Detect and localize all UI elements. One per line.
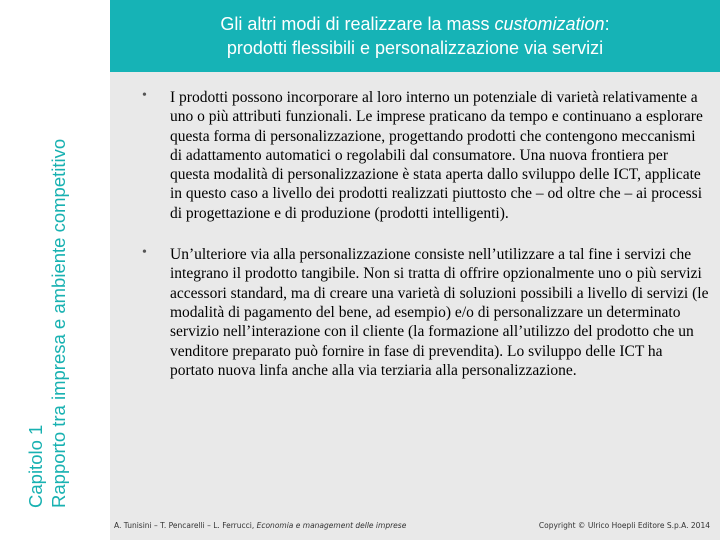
page-title [220, 12, 609, 60]
slide-content [110, 88, 710, 402]
bullet-item [110, 245, 710, 380]
chapter-subtitle: Rapporto tra impresa e ambiente competitivo [48, 138, 69, 508]
title-bar [110, 0, 720, 72]
bullet-icon: • [142, 245, 147, 261]
title-line-2: prodotti flessibili e personalizzazione via servizi [226, 38, 604, 58]
footer-book-title: Economia e management delle imprese [256, 521, 407, 530]
title-colon: : [604, 14, 610, 34]
title-prefix: Gli altri modi di realizzare la mass [220, 14, 495, 34]
footer-authors: A. Tunisini – T. Pencarelli – L. Ferrucci, [114, 521, 257, 530]
bullet-item [110, 88, 710, 223]
chapter-number: Capitolo 1 [25, 424, 46, 508]
title-italic-term: customization [494, 14, 605, 34]
bullet-text: Un’ulteriore via alla personalizzazione consiste nell’utilizzare a tal fine i servizi che integrano il prodotto tangibile. Non si tratta di offrire opzionalmente uno o più servizi accessori standard, ma di creare una varietà di soluzioni possibili a livello di servizi (le modalità di pagamento del bene, ad esempio) e/o di personalizzare un determinato servizio nell’interazione con il cliente (la formazione all’utilizzo del prodotto che un venditore preparato può fornire in fase di prevendita). Lo sviluppo delle ICT ha portato nuova linfa anche alla via terziaria alla personalizzazione. [170, 246, 709, 379]
chapter-label [24, 8, 70, 508]
chapter-sidebar [0, 0, 110, 540]
bullet-icon: • [142, 88, 147, 103]
footer [114, 521, 710, 530]
bullet-text: I prodotti possono incorporare al loro interno un potenziale di varietà relativamente a uno o più attributi funzionali. Le imprese praticano da tempo e continuano a esplorare questa forma di personalizzazione, progettando prodotti che contengono meccanismi di adattamento automatici o regolabili dal consumatore. Una nuova frontiera per questa modalità di personalizzazione è stata aperta dallo sviluppo delle ICT, applicate in questo caso a livello dei prodotti realizzati piuttosto che – od oltre che – ai processi di progettazione e di produzione (prodotti intelligenti). [170, 89, 703, 222]
footer-citation [114, 521, 406, 530]
footer-copyright: Copyright © Ulrico Hoepli Editore S.p.A. 2014 [538, 521, 710, 530]
